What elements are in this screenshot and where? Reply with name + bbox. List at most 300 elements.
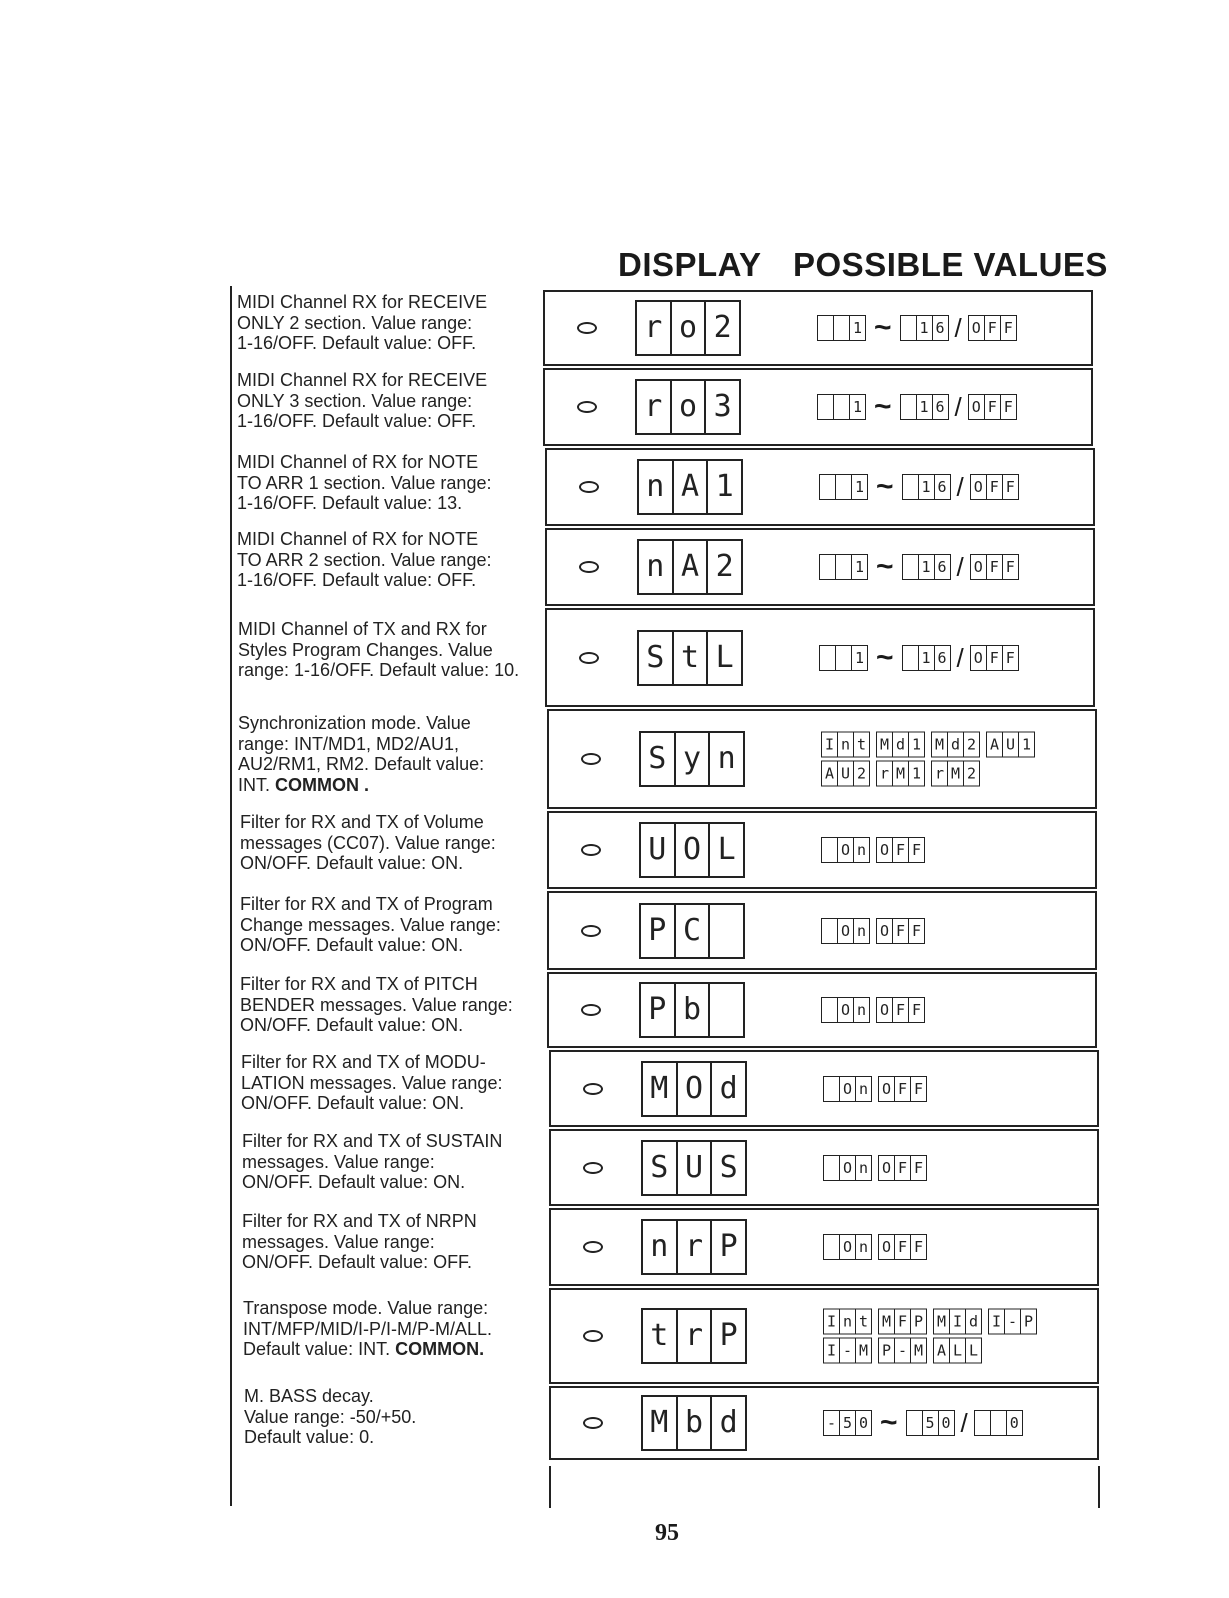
lcd-display bbox=[637, 630, 743, 686]
value-digit: P bbox=[879, 1339, 895, 1363]
value-lcd bbox=[823, 1076, 872, 1102]
parameter-description bbox=[237, 292, 537, 354]
possible-values bbox=[819, 551, 1089, 583]
lcd-digit: r bbox=[678, 1221, 713, 1273]
value-lcd bbox=[988, 1309, 1037, 1335]
value-digit: O bbox=[879, 1235, 895, 1259]
description-line: ON/OFF. Default value: ON. bbox=[240, 1015, 464, 1035]
lcd-digit: b bbox=[676, 984, 711, 1036]
description-line: 1-16/OFF. Default value: OFF. bbox=[237, 411, 477, 431]
parameter-row bbox=[547, 709, 1097, 809]
parameter-description bbox=[237, 370, 537, 432]
value-digit: 0 bbox=[858, 1414, 869, 1432]
lcd-digit: O bbox=[678, 1063, 713, 1115]
possible-values bbox=[819, 471, 1089, 503]
value-digit bbox=[820, 646, 836, 670]
parameter-row bbox=[545, 608, 1095, 707]
value-digit: M bbox=[932, 733, 948, 757]
lcd-digit: b bbox=[678, 1397, 713, 1449]
lcd-digit: n bbox=[639, 541, 674, 593]
value-digit: 6 bbox=[935, 319, 945, 337]
value-digit: P bbox=[913, 1312, 924, 1331]
value-digit bbox=[822, 998, 838, 1022]
value-lcd bbox=[900, 394, 949, 420]
values-line bbox=[821, 761, 1091, 787]
description-line: ONLY 3 section. Value range: bbox=[237, 390, 473, 411]
description-line: Styles Program Changes. Value bbox=[238, 639, 493, 660]
value-digit bbox=[907, 1411, 923, 1435]
value-lcd bbox=[902, 474, 951, 500]
lcd-display bbox=[639, 731, 745, 787]
value-digit: 6 bbox=[935, 398, 945, 416]
lcd-digit: L bbox=[717, 832, 736, 867]
led-indicator-icon bbox=[579, 652, 599, 664]
value-lcd bbox=[821, 761, 870, 787]
description-line: MIDI Channel RX for RECEIVE bbox=[237, 370, 488, 390]
description-line: ON/OFF. Default value: ON. bbox=[240, 853, 464, 873]
value-digit bbox=[903, 555, 919, 579]
value-digit: F bbox=[1005, 648, 1015, 667]
possible-values-column-header: POSSIBLE VALUES bbox=[793, 246, 1108, 283]
lcd-digit: t bbox=[674, 632, 709, 684]
lcd-digit: S bbox=[641, 733, 676, 785]
value-separator: / bbox=[960, 1408, 968, 1438]
value-digit bbox=[903, 646, 919, 670]
value-digit: O bbox=[838, 998, 854, 1022]
value-digit: 1 bbox=[917, 395, 933, 419]
table-tail-rule-left bbox=[549, 1466, 551, 1508]
value-digit: n bbox=[856, 921, 867, 940]
lcd-digit: P bbox=[719, 1229, 738, 1264]
value-digit: n bbox=[858, 1238, 869, 1256]
lcd-digit: M bbox=[643, 1063, 678, 1115]
value-digit: 1 bbox=[852, 319, 863, 337]
lcd-display bbox=[641, 1308, 747, 1364]
values-line bbox=[817, 311, 1087, 344]
value-lcd bbox=[970, 645, 1019, 671]
description-line: Filter for RX and TX of PITCH bbox=[240, 974, 478, 994]
value-digit: L bbox=[950, 1339, 966, 1363]
value-digit: A bbox=[987, 733, 1003, 757]
parameter-description bbox=[241, 1052, 541, 1114]
description-line: Filter for RX and TX of Volume bbox=[240, 812, 484, 832]
description-line: TO ARR 1 section. Value range: bbox=[237, 472, 492, 493]
lcd-digit: y bbox=[676, 733, 711, 785]
value-lcd bbox=[986, 732, 1035, 758]
values-line bbox=[821, 918, 1091, 944]
value-lcd bbox=[819, 474, 868, 500]
lcd-digit: 1 bbox=[715, 469, 734, 504]
value-digit: M bbox=[879, 1310, 895, 1334]
value-digit: n bbox=[840, 1310, 856, 1334]
value-digit: F bbox=[895, 1077, 911, 1101]
value-digit: 6 bbox=[937, 558, 947, 576]
parameter-description bbox=[240, 812, 540, 874]
value-digit: F bbox=[911, 841, 922, 859]
description-line: messages (CC07). Value range: bbox=[240, 832, 496, 853]
lcd-digit: M bbox=[643, 1397, 678, 1449]
lcd-digit: n bbox=[717, 741, 736, 776]
lcd-digit: S bbox=[639, 632, 674, 684]
lcd-digit: r bbox=[637, 302, 672, 354]
value-lcd bbox=[821, 837, 870, 863]
description-line: range: INT/MD1, MD2/AU1, bbox=[238, 733, 460, 754]
lcd-digit: C bbox=[676, 905, 711, 957]
lcd-digit: d bbox=[719, 1405, 738, 1440]
value-digit: n bbox=[856, 1001, 867, 1019]
value-digit: 1 bbox=[911, 764, 922, 783]
value-digit: n bbox=[838, 733, 854, 757]
value-digit: M bbox=[948, 762, 964, 786]
value-lcd bbox=[974, 1410, 1023, 1436]
lcd-digit: P bbox=[719, 1318, 738, 1353]
value-digit bbox=[818, 395, 834, 419]
description-line: ON/OFF. Default value: ON. bbox=[240, 935, 464, 955]
lcd-display bbox=[639, 903, 745, 959]
value-lcd bbox=[823, 1309, 872, 1335]
value-separator: / bbox=[956, 472, 964, 502]
possible-values bbox=[821, 994, 1091, 1026]
lcd-digit: S bbox=[643, 1142, 678, 1194]
possible-values bbox=[823, 1073, 1093, 1105]
description-line: MIDI Channel of TX and RX for bbox=[238, 619, 487, 639]
lcd-digit: r bbox=[637, 381, 672, 433]
values-line bbox=[823, 1234, 1093, 1260]
value-lcd bbox=[823, 1155, 872, 1181]
led-indicator-icon bbox=[583, 1417, 603, 1429]
value-digit: O bbox=[969, 316, 985, 340]
lcd-digit: U bbox=[641, 824, 676, 876]
value-separator: / bbox=[954, 313, 962, 343]
values-line bbox=[823, 1406, 1093, 1439]
possible-values bbox=[819, 642, 1089, 674]
lcd-digit: A bbox=[674, 541, 709, 593]
value-digit bbox=[822, 838, 838, 862]
possible-values bbox=[823, 1152, 1093, 1184]
value-digit: M bbox=[877, 733, 893, 757]
value-digit: F bbox=[893, 919, 909, 943]
parameter-row bbox=[545, 448, 1095, 526]
value-digit: M bbox=[934, 1310, 950, 1334]
value-digit bbox=[903, 475, 919, 499]
lcd-digit: o bbox=[672, 302, 707, 354]
description-line: MIDI Channel of RX for NOTE bbox=[237, 452, 479, 472]
description-line: 1-16/OFF. Default value: OFF. bbox=[237, 333, 477, 353]
parameter-row bbox=[543, 368, 1093, 446]
value-digit: M bbox=[913, 1341, 924, 1360]
value-digit: I bbox=[824, 1339, 840, 1363]
value-digit: F bbox=[987, 555, 1003, 579]
value-lcd bbox=[821, 732, 870, 758]
value-lcd bbox=[819, 554, 868, 580]
value-separator: / bbox=[956, 642, 964, 673]
value-digit: F bbox=[1003, 398, 1013, 416]
value-lcd bbox=[878, 1155, 927, 1181]
description-line: 1-16/OFF. Default value: OFF. bbox=[237, 570, 477, 590]
values-line bbox=[821, 837, 1091, 863]
value-digit: F bbox=[893, 998, 909, 1022]
lcd-digit: L bbox=[715, 639, 734, 675]
value-digit: F bbox=[913, 1079, 924, 1098]
value-digit: F bbox=[895, 1310, 911, 1334]
values-line bbox=[819, 470, 1089, 503]
parameter-row bbox=[549, 1050, 1099, 1127]
lcd-display bbox=[641, 1395, 747, 1451]
lcd-display bbox=[641, 1140, 747, 1196]
lcd-digit bbox=[710, 984, 743, 1036]
possible-values bbox=[817, 312, 1087, 344]
lcd-digit: S bbox=[719, 1149, 738, 1185]
value-digit: F bbox=[895, 1156, 911, 1180]
lcd-digit: O bbox=[676, 824, 711, 876]
value-digit: d bbox=[893, 733, 909, 757]
value-digit: 1 bbox=[1021, 735, 1032, 754]
value-digit: 0 bbox=[941, 1414, 951, 1432]
description-line: messages. Value range: bbox=[242, 1231, 435, 1252]
value-digit: I bbox=[822, 733, 838, 757]
value-digit: O bbox=[971, 646, 987, 670]
description-line: messages. Value range: bbox=[242, 1151, 435, 1172]
values-line bbox=[823, 1338, 1093, 1364]
values-line bbox=[817, 390, 1087, 423]
parameter-row bbox=[549, 1129, 1099, 1206]
description-line: LATION messages. Value range: bbox=[241, 1072, 503, 1093]
lcd-digit bbox=[710, 905, 743, 957]
value-digit bbox=[836, 646, 852, 670]
description-line: Value range: -50/+50. bbox=[244, 1406, 417, 1427]
value-lcd bbox=[902, 554, 951, 580]
possible-values bbox=[823, 1407, 1093, 1439]
value-lcd bbox=[876, 837, 925, 863]
value-lcd bbox=[823, 1410, 872, 1436]
led-indicator-icon bbox=[583, 1330, 603, 1342]
value-digit: 1 bbox=[919, 475, 935, 499]
value-digit: 6 bbox=[937, 648, 947, 667]
lcd-digit: 3 bbox=[713, 389, 732, 424]
parameter-description bbox=[240, 974, 540, 1036]
value-digit: r bbox=[932, 762, 948, 786]
lcd-digit: o bbox=[672, 381, 707, 433]
description-line: Filter for RX and TX of NRPN bbox=[242, 1211, 477, 1231]
value-digit bbox=[820, 475, 836, 499]
description-line: TO ARR 2 section. Value range: bbox=[237, 549, 492, 570]
parameter-row bbox=[549, 1288, 1099, 1384]
value-digit: n bbox=[856, 841, 867, 859]
range-tilde: ~ bbox=[874, 311, 892, 344]
parameter-row bbox=[543, 290, 1093, 366]
value-digit: O bbox=[840, 1156, 856, 1180]
lcd-display bbox=[641, 1061, 747, 1117]
value-digit bbox=[820, 555, 836, 579]
value-separator: / bbox=[954, 392, 962, 422]
value-lcd bbox=[933, 1338, 982, 1364]
parameter-row bbox=[547, 811, 1097, 889]
value-digit: 2 bbox=[856, 764, 867, 783]
value-digit bbox=[824, 1077, 840, 1101]
value-digit: F bbox=[913, 1158, 924, 1177]
value-lcd bbox=[876, 732, 925, 758]
parameter-description bbox=[238, 713, 538, 795]
lcd-display bbox=[639, 822, 745, 878]
value-lcd bbox=[876, 997, 925, 1023]
value-digit: 5 bbox=[840, 1411, 856, 1435]
parameter-description bbox=[237, 529, 537, 591]
value-digit: O bbox=[879, 1156, 895, 1180]
value-digit: 1 bbox=[854, 558, 865, 576]
value-digit: r bbox=[877, 762, 893, 786]
led-indicator-icon bbox=[583, 1162, 603, 1174]
value-digit bbox=[991, 1411, 1007, 1435]
led-indicator-icon bbox=[581, 844, 601, 856]
lcd-digit: n bbox=[643, 1221, 678, 1273]
lcd-digit: 2 bbox=[715, 549, 734, 584]
value-lcd bbox=[878, 1338, 927, 1364]
lcd-display bbox=[635, 300, 741, 356]
led-indicator-icon bbox=[579, 481, 599, 493]
lcd-digit: P bbox=[641, 905, 676, 957]
description-line: Filter for RX and TX of SUSTAIN bbox=[242, 1131, 503, 1151]
lcd-display bbox=[635, 379, 741, 435]
value-digit bbox=[834, 395, 850, 419]
value-digit: n bbox=[858, 1079, 869, 1098]
value-digit: I bbox=[950, 1310, 966, 1334]
value-digit: - bbox=[840, 1339, 856, 1363]
description-line: AU2/RM1, RM2. Default value: bbox=[238, 754, 485, 774]
value-digit: F bbox=[987, 475, 1003, 499]
led-indicator-icon bbox=[581, 925, 601, 937]
value-digit: F bbox=[911, 1001, 922, 1019]
value-digit: F bbox=[913, 1238, 924, 1256]
value-lcd bbox=[968, 394, 1017, 420]
value-lcd bbox=[823, 1234, 872, 1260]
led-indicator-icon bbox=[579, 561, 599, 573]
parameter-row bbox=[547, 891, 1097, 970]
values-line bbox=[823, 1076, 1093, 1102]
value-digit: d bbox=[968, 1312, 979, 1331]
description-line: range: 1-16/OFF. Default value: 10. bbox=[238, 660, 520, 680]
value-digit: F bbox=[1003, 319, 1013, 337]
value-lcd bbox=[876, 918, 925, 944]
value-digit: I bbox=[989, 1310, 1005, 1334]
description-line: 1-16/OFF. Default value: 13. bbox=[237, 493, 463, 513]
lcd-display bbox=[639, 982, 745, 1038]
value-digit: A bbox=[934, 1339, 950, 1363]
values-line bbox=[821, 732, 1091, 758]
value-digit: t bbox=[858, 1312, 869, 1331]
value-digit: M bbox=[858, 1341, 869, 1360]
description-line: Default value: INT. bbox=[243, 1339, 391, 1359]
parameter-row bbox=[547, 972, 1097, 1048]
value-digit: 2 bbox=[966, 735, 977, 754]
lcd-digit: U bbox=[678, 1142, 713, 1194]
led-indicator-icon bbox=[581, 753, 601, 765]
value-digit bbox=[824, 1156, 840, 1180]
value-lcd bbox=[933, 1309, 982, 1335]
table-tail-rule-right bbox=[1098, 1466, 1100, 1508]
parameter-description bbox=[237, 452, 537, 514]
values-line bbox=[823, 1155, 1093, 1181]
led-indicator-icon bbox=[577, 322, 597, 334]
value-digit: 2 bbox=[966, 764, 977, 783]
value-digit: U bbox=[1003, 733, 1019, 757]
value-digit: n bbox=[858, 1158, 869, 1177]
description-line: INT. bbox=[238, 774, 271, 795]
description-line: Filter for RX and TX of Program bbox=[240, 894, 493, 914]
value-digit: I bbox=[824, 1310, 840, 1334]
value-lcd bbox=[900, 315, 949, 341]
value-digit: 5 bbox=[923, 1411, 939, 1435]
value-lcd bbox=[817, 394, 866, 420]
description-line: Change messages. Value range: bbox=[240, 914, 501, 935]
value-digit bbox=[836, 555, 852, 579]
led-indicator-icon bbox=[577, 401, 597, 413]
description-line: M. BASS decay. bbox=[244, 1386, 374, 1406]
value-digit: F bbox=[1005, 478, 1015, 496]
values-line bbox=[821, 997, 1091, 1023]
description-line: Transpose mode. Value range: bbox=[243, 1298, 489, 1318]
value-lcd bbox=[819, 645, 868, 671]
description-line: INT/MFP/MID/I-P/I-M/P-M/ALL. bbox=[243, 1318, 493, 1339]
value-digit: F bbox=[987, 646, 1003, 670]
possible-values bbox=[817, 391, 1087, 423]
common-tag: COMMON. bbox=[390, 1339, 485, 1359]
value-digit: 1 bbox=[911, 735, 922, 754]
value-digit: O bbox=[879, 1077, 895, 1101]
value-digit: t bbox=[856, 735, 867, 754]
value-lcd bbox=[821, 997, 870, 1023]
value-lcd bbox=[878, 1076, 927, 1102]
value-digit: d bbox=[948, 733, 964, 757]
parameter-row bbox=[549, 1208, 1099, 1286]
parameter-description bbox=[240, 894, 540, 956]
range-tilde: ~ bbox=[876, 550, 894, 583]
description-line: ON/OFF. Default value: ON. bbox=[241, 1093, 465, 1113]
lcd-display bbox=[641, 1219, 747, 1275]
value-digit: 1 bbox=[854, 648, 865, 667]
value-digit: O bbox=[971, 475, 987, 499]
value-digit: 1 bbox=[852, 398, 863, 416]
common-tag: COMMON . bbox=[270, 774, 370, 795]
value-digit: 1 bbox=[917, 316, 933, 340]
value-digit: O bbox=[971, 555, 987, 579]
value-lcd bbox=[821, 918, 870, 944]
lcd-digit: r bbox=[678, 1310, 713, 1362]
left-margin-rule bbox=[230, 286, 232, 1506]
lcd-display bbox=[637, 459, 743, 515]
value-digit: O bbox=[969, 395, 985, 419]
value-digit: L bbox=[968, 1341, 979, 1360]
value-digit: O bbox=[838, 838, 854, 862]
value-digit: F bbox=[911, 921, 922, 940]
value-digit bbox=[822, 919, 838, 943]
values-line bbox=[819, 550, 1089, 583]
values-line bbox=[823, 1309, 1093, 1335]
value-digit: F bbox=[985, 316, 1001, 340]
description-line: MIDI Channel of RX for NOTE bbox=[237, 529, 479, 549]
page-number: 95 bbox=[655, 1520, 679, 1546]
value-digit: P bbox=[1023, 1312, 1034, 1331]
value-digit bbox=[818, 316, 834, 340]
value-digit: O bbox=[840, 1077, 856, 1101]
value-digit bbox=[901, 395, 917, 419]
value-digit: O bbox=[838, 919, 854, 943]
value-digit: M bbox=[893, 762, 909, 786]
value-digit: U bbox=[838, 762, 854, 786]
lcd-digit: P bbox=[641, 984, 676, 1036]
range-tilde: ~ bbox=[876, 470, 894, 503]
value-lcd bbox=[902, 645, 951, 671]
range-tilde: ~ bbox=[874, 390, 892, 423]
